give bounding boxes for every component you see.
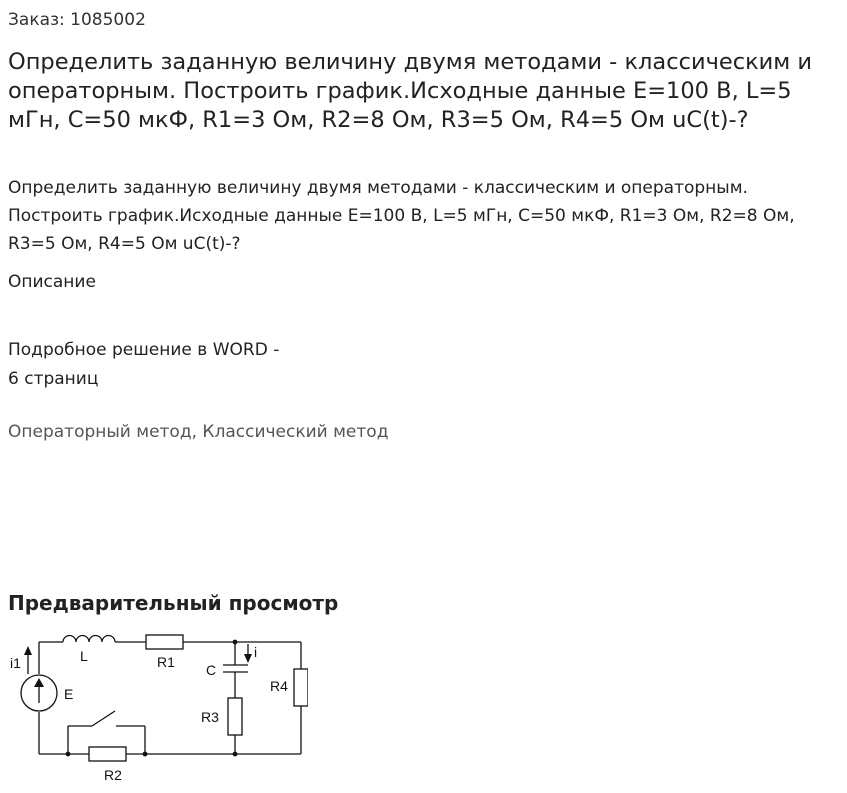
page-title: Определить заданную величину двумя методами - классическим и операторным. Построить график.Исходные данные E=100 В, L=5 мГн, C=50 мкФ, R1=3 Ом, R2=8 Ом, R3=5 Ом, R4=5 Ом uC(t)-? [8, 49, 813, 133]
label-c: C [206, 662, 217, 678]
preview-heading: Предварительный просмотр [8, 591, 339, 615]
switch-blade [92, 711, 115, 726]
resistor-r2 [89, 747, 126, 761]
junction-dot [233, 752, 238, 757]
resistor-r3 [228, 698, 242, 735]
label-i: i [254, 644, 258, 660]
current-arrowhead-i [244, 654, 252, 663]
junction-dot [233, 640, 238, 645]
current-arrowhead-i1 [24, 646, 32, 655]
label-r1: R1 [157, 654, 175, 670]
description-heading: Описание [8, 272, 96, 292]
description-line: 6 страниц [8, 369, 99, 389]
label-r4: R4 [270, 678, 288, 694]
source-arrowhead [34, 678, 44, 687]
label-e: E [64, 686, 74, 702]
resistor-r4 [294, 669, 308, 706]
description-line: Подробное решение в WORD - [8, 340, 280, 360]
label-l: L [80, 648, 88, 664]
junction-dot [143, 752, 148, 757]
label-r2: R2 [104, 767, 122, 783]
description-text [8, 336, 338, 394]
circuit-preview [8, 628, 308, 788]
circuit-diagram [8, 628, 308, 788]
order-number: Заказ: 1085002 [8, 10, 146, 30]
resistor-r1 [146, 635, 183, 649]
label-i1: i1 [10, 655, 21, 671]
tags-list: Операторный метод, Классический метод [8, 422, 389, 442]
label-r3: R3 [201, 709, 219, 725]
junction-dot [66, 752, 71, 757]
task-statement: Определить заданную величину двумя методами - классическим и операторным. Построить график.Исходные данные E=100 В, L=5 мГн, C=50 мкФ, R1=3 Ом, R2=8 Ом, R3=5 Ом, R4=5 Ом uC(t)-? [8, 178, 795, 254]
inductor-symbol [63, 636, 115, 643]
